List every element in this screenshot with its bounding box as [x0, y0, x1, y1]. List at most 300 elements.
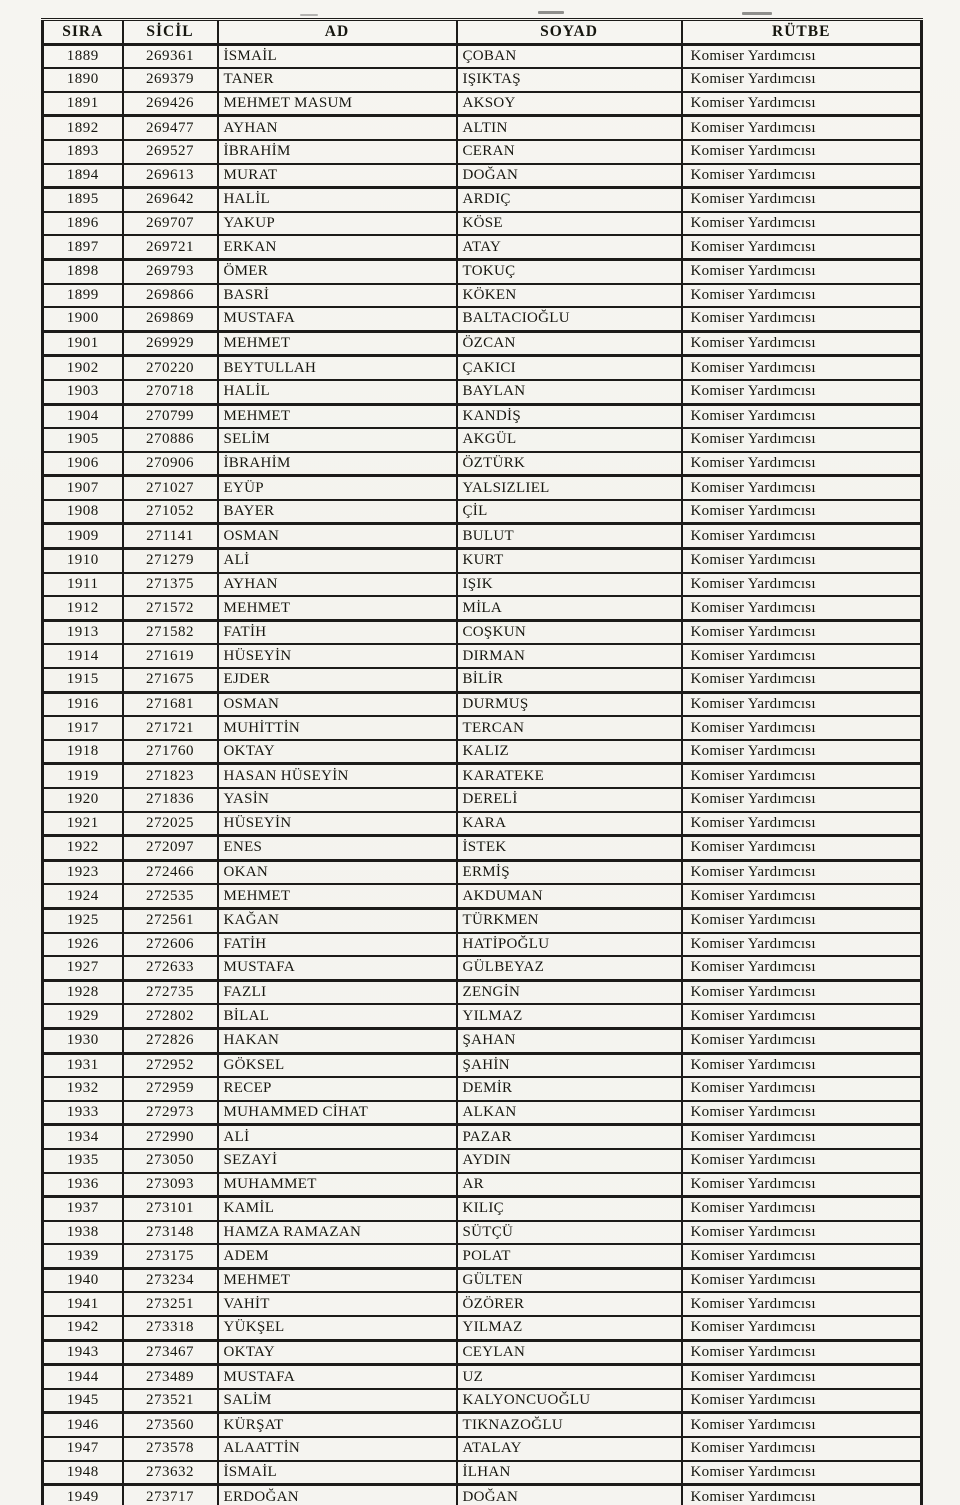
cell-rutbe: Komiser Yardımcısı [682, 1268, 922, 1292]
cell-soyad: AKSOY [457, 92, 682, 116]
cell-ad: İBRAHİM [218, 140, 457, 164]
cell-soyad: BAYLAN [457, 380, 682, 404]
table-row [43, 716, 922, 740]
cell-ad: BİLAL [218, 1004, 457, 1028]
table-row [43, 812, 922, 836]
table-row [43, 644, 922, 668]
cell-ad: EJDER [218, 668, 457, 692]
cell-sicil: 271027 [123, 476, 218, 500]
cell-sira: 1930 [43, 1028, 123, 1053]
cell-soyad: MİLA [457, 596, 682, 620]
cell-rutbe: Komiser Yardımcısı [682, 764, 922, 788]
cell-soyad: ÇİL [457, 500, 682, 524]
cell-sira: 1907 [43, 476, 123, 500]
cell-sira: 1905 [43, 428, 123, 452]
table-row [43, 1437, 922, 1461]
scan-artifact-mark [538, 11, 564, 14]
cell-soyad: KARATEKE [457, 764, 682, 788]
cell-rutbe: Komiser Yardımcısı [682, 956, 922, 980]
cell-ad: HALİL [218, 380, 457, 404]
cell-rutbe: Komiser Yardımcısı [682, 428, 922, 452]
cell-sira: 1937 [43, 1197, 123, 1221]
cell-ad: İBRAHİM [218, 452, 457, 476]
table-row [43, 620, 922, 644]
cell-sicil: 270220 [123, 356, 218, 380]
cell-ad: YAKUP [218, 212, 457, 236]
table-row [43, 1053, 922, 1077]
cell-soyad: ATAY [457, 235, 682, 259]
cell-sira: 1921 [43, 812, 123, 836]
cell-rutbe: Komiser Yardımcısı [682, 307, 922, 331]
table-row [43, 860, 922, 884]
cell-sicil: 269721 [123, 235, 218, 259]
cell-sicil: 271582 [123, 620, 218, 644]
table-row [43, 1125, 922, 1149]
cell-sicil: 269527 [123, 140, 218, 164]
table-row [43, 140, 922, 164]
cell-rutbe: Komiser Yardımcısı [682, 549, 922, 573]
table-row [43, 1389, 922, 1413]
cell-ad: ALİ [218, 549, 457, 573]
table-row [43, 1149, 922, 1173]
cell-soyad: İLHAN [457, 1461, 682, 1485]
table-row [43, 1413, 922, 1437]
cell-sira: 1897 [43, 235, 123, 259]
cell-sicil: 269642 [123, 188, 218, 212]
cell-ad: MUSTAFA [218, 956, 457, 980]
cell-ad: AYHAN [218, 116, 457, 140]
cell-ad: OSMAN [218, 692, 457, 716]
cell-ad: ALAATTİN [218, 1437, 457, 1461]
cell-sira: 1927 [43, 956, 123, 980]
cell-ad: BASRİ [218, 284, 457, 308]
cell-ad: MUHAMMET [218, 1173, 457, 1197]
cell-rutbe: Komiser Yardımcısı [682, 884, 922, 908]
cell-rutbe: Komiser Yardımcısı [682, 356, 922, 380]
cell-soyad: KALIZ [457, 740, 682, 764]
table-row [43, 573, 922, 597]
table-row [43, 1461, 922, 1485]
cell-sicil: 272952 [123, 1053, 218, 1077]
table-row [43, 92, 922, 116]
table-row [43, 1316, 922, 1340]
cell-sira: 1923 [43, 860, 123, 884]
cell-sira: 1928 [43, 980, 123, 1004]
cell-ad: FATİH [218, 933, 457, 957]
table-row [43, 452, 922, 476]
cell-soyad: KARA [457, 812, 682, 836]
cell-sira: 1919 [43, 764, 123, 788]
cell-sicil: 273560 [123, 1413, 218, 1437]
table-row [43, 307, 922, 331]
cell-sicil: 269793 [123, 259, 218, 283]
cell-sira: 1900 [43, 307, 123, 331]
cell-rutbe: Komiser Yardımcısı [682, 284, 922, 308]
cell-rutbe: Komiser Yardımcısı [682, 788, 922, 812]
cell-sicil: 271681 [123, 692, 218, 716]
cell-ad: ÖMER [218, 259, 457, 283]
cell-rutbe: Komiser Yardımcısı [682, 1149, 922, 1173]
table-row [43, 1004, 922, 1028]
cell-sira: 1910 [43, 549, 123, 573]
cell-sira: 1924 [43, 884, 123, 908]
table-row [43, 259, 922, 283]
table-row [43, 764, 922, 788]
cell-soyad: ÖZCAN [457, 331, 682, 356]
cell-soyad: CERAN [457, 140, 682, 164]
cell-sicil: 273467 [123, 1340, 218, 1365]
cell-sicil: 272990 [123, 1125, 218, 1149]
cell-ad: VAHİT [218, 1292, 457, 1316]
cell-sicil: 271836 [123, 788, 218, 812]
cell-ad: HASAN HÜSEYİN [218, 764, 457, 788]
cell-sicil: 271572 [123, 596, 218, 620]
cell-sira: 1917 [43, 716, 123, 740]
cell-soyad: DOĞAN [457, 1485, 682, 1505]
cell-rutbe: Komiser Yardımcısı [682, 644, 922, 668]
table-row [43, 44, 922, 68]
table-row [43, 188, 922, 212]
cell-sira: 1936 [43, 1173, 123, 1197]
cell-sicil: 272826 [123, 1028, 218, 1053]
cell-rutbe: Komiser Yardımcısı [682, 716, 922, 740]
cell-rutbe: Komiser Yardımcısı [682, 404, 922, 428]
table-row [43, 549, 922, 573]
cell-rutbe: Komiser Yardımcısı [682, 1077, 922, 1101]
table-row [43, 116, 922, 140]
cell-sicil: 270906 [123, 452, 218, 476]
cell-soyad: AYDIN [457, 1149, 682, 1173]
cell-sicil: 272959 [123, 1077, 218, 1101]
cell-ad: MUHİTTİN [218, 716, 457, 740]
cell-rutbe: Komiser Yardımcısı [682, 235, 922, 259]
cell-soyad: PAZAR [457, 1125, 682, 1149]
cell-sicil: 271721 [123, 716, 218, 740]
cell-sira: 1916 [43, 692, 123, 716]
cell-sicil: 271279 [123, 549, 218, 573]
table-row [43, 1268, 922, 1292]
table-row [43, 235, 922, 259]
cell-sicil: 273234 [123, 1268, 218, 1292]
cell-sicil: 273148 [123, 1221, 218, 1245]
cell-sira: 1894 [43, 164, 123, 188]
cell-sicil: 272802 [123, 1004, 218, 1028]
cell-sira: 1926 [43, 933, 123, 957]
cell-soyad: ÖZÖRER [457, 1292, 682, 1316]
cell-sicil: 273251 [123, 1292, 218, 1316]
cell-sicil: 269477 [123, 116, 218, 140]
cell-rutbe: Komiser Yardımcısı [682, 908, 922, 932]
cell-sicil: 272561 [123, 908, 218, 932]
cell-soyad: ŞAHAN [457, 1028, 682, 1053]
cell-sicil: 273632 [123, 1461, 218, 1485]
cell-sira: 1935 [43, 1149, 123, 1173]
cell-rutbe: Komiser Yardımcısı [682, 1340, 922, 1365]
cell-sira: 1947 [43, 1437, 123, 1461]
cell-rutbe: Komiser Yardımcısı [682, 164, 922, 188]
cell-sicil: 272535 [123, 884, 218, 908]
cell-soyad: DIRMAN [457, 644, 682, 668]
cell-sira: 1941 [43, 1292, 123, 1316]
cell-ad: AYHAN [218, 573, 457, 597]
cell-rutbe: Komiser Yardımcısı [682, 212, 922, 236]
cell-ad: HALİL [218, 188, 457, 212]
cell-rutbe: Komiser Yardımcısı [682, 1244, 922, 1268]
cell-ad: MEHMET [218, 884, 457, 908]
cell-ad: ALİ [218, 1125, 457, 1149]
cell-ad: MURAT [218, 164, 457, 188]
cell-ad: ERKAN [218, 235, 457, 259]
cell-sira: 1922 [43, 836, 123, 861]
cell-sicil: 271619 [123, 644, 218, 668]
cell-soyad: HATİPOĞLU [457, 933, 682, 957]
cell-soyad: ÇOBAN [457, 44, 682, 68]
cell-sira: 1904 [43, 404, 123, 428]
table-row [43, 1340, 922, 1365]
cell-sicil: 273521 [123, 1389, 218, 1413]
cell-ad: HAKAN [218, 1028, 457, 1053]
cell-ad: MEHMET [218, 1268, 457, 1292]
cell-ad: MUSTAFA [218, 1365, 457, 1389]
cell-rutbe: Komiser Yardımcısı [682, 980, 922, 1004]
cell-rutbe: Komiser Yardımcısı [682, 476, 922, 500]
table-row [43, 1028, 922, 1053]
cell-sicil: 272606 [123, 933, 218, 957]
cell-soyad: DURMUŞ [457, 692, 682, 716]
cell-rutbe: Komiser Yardımcısı [682, 524, 922, 549]
table-row [43, 1244, 922, 1268]
cell-sicil: 272466 [123, 860, 218, 884]
cell-soyad: COŞKUN [457, 620, 682, 644]
cell-sira: 1912 [43, 596, 123, 620]
cell-ad: BEYTULLAH [218, 356, 457, 380]
column-header-soyad: SOYAD [457, 20, 682, 45]
cell-ad: KAMİL [218, 1197, 457, 1221]
cell-rutbe: Komiser Yardımcısı [682, 44, 922, 68]
table-row [43, 1365, 922, 1389]
cell-soyad: ÇAKICI [457, 356, 682, 380]
cell-sira: 1893 [43, 140, 123, 164]
cell-sira: 1909 [43, 524, 123, 549]
cell-soyad: TÜRKMEN [457, 908, 682, 932]
scan-artifact-mark [300, 14, 318, 16]
cell-sira: 1949 [43, 1485, 123, 1505]
cell-soyad: DERELİ [457, 788, 682, 812]
cell-soyad: GÜLTEN [457, 1268, 682, 1292]
table-row [43, 1101, 922, 1125]
cell-sira: 1943 [43, 1340, 123, 1365]
cell-sicil: 272025 [123, 812, 218, 836]
cell-rutbe: Komiser Yardımcısı [682, 1437, 922, 1461]
cell-ad: OKTAY [218, 1340, 457, 1365]
table-row [43, 788, 922, 812]
table-row [43, 524, 922, 549]
cell-rutbe: Komiser Yardımcısı [682, 573, 922, 597]
cell-rutbe: Komiser Yardımcısı [682, 1125, 922, 1149]
cell-sira: 1902 [43, 356, 123, 380]
cell-ad: BAYER [218, 500, 457, 524]
cell-ad: HÜSEYİN [218, 812, 457, 836]
table-row [43, 428, 922, 452]
table-header-row [43, 20, 922, 45]
cell-sicil: 271141 [123, 524, 218, 549]
cell-ad: GÖKSEL [218, 1053, 457, 1077]
cell-ad: HÜSEYİN [218, 644, 457, 668]
cell-sira: 1889 [43, 44, 123, 68]
table-row [43, 284, 922, 308]
cell-sira: 1932 [43, 1077, 123, 1101]
cell-ad: YÜKŞEL [218, 1316, 457, 1340]
cell-soyad: KILIÇ [457, 1197, 682, 1221]
cell-soyad: YILMAZ [457, 1316, 682, 1340]
cell-rutbe: Komiser Yardımcısı [682, 1221, 922, 1245]
cell-sicil: 273093 [123, 1173, 218, 1197]
cell-rutbe: Komiser Yardımcısı [682, 1461, 922, 1485]
table-row [43, 1173, 922, 1197]
cell-sicil: 272097 [123, 836, 218, 861]
table-row [43, 692, 922, 716]
cell-soyad: İSTEK [457, 836, 682, 861]
cell-sira: 1929 [43, 1004, 123, 1028]
cell-sicil: 269361 [123, 44, 218, 68]
cell-sira: 1920 [43, 788, 123, 812]
table-row [43, 596, 922, 620]
cell-sira: 1946 [43, 1413, 123, 1437]
cell-soyad: DEMİR [457, 1077, 682, 1101]
cell-rutbe: Komiser Yardımcısı [682, 860, 922, 884]
cell-rutbe: Komiser Yardımcısı [682, 668, 922, 692]
cell-sira: 1892 [43, 116, 123, 140]
cell-sira: 1940 [43, 1268, 123, 1292]
cell-sira: 1896 [43, 212, 123, 236]
table-row [43, 1485, 922, 1505]
cell-ad: İSMAİL [218, 44, 457, 68]
cell-soyad: IŞIKTAŞ [457, 68, 682, 92]
column-header-ad: AD [218, 20, 457, 45]
column-header-rutbe: RÜTBE [682, 20, 922, 45]
cell-sira: 1931 [43, 1053, 123, 1077]
column-header-sicil: SİCİL [123, 20, 218, 45]
table-row [43, 331, 922, 356]
cell-soyad: BALTACIOĞLU [457, 307, 682, 331]
cell-ad: KAĞAN [218, 908, 457, 932]
cell-ad: ENES [218, 836, 457, 861]
cell-rutbe: Komiser Yardımcısı [682, 380, 922, 404]
cell-sicil: 272633 [123, 956, 218, 980]
cell-sira: 1906 [43, 452, 123, 476]
table-row [43, 884, 922, 908]
cell-soyad: SÜTÇÜ [457, 1221, 682, 1245]
cell-soyad: IŞIK [457, 573, 682, 597]
cell-rutbe: Komiser Yardımcısı [682, 140, 922, 164]
cell-rutbe: Komiser Yardımcısı [682, 1485, 922, 1505]
table-row [43, 476, 922, 500]
cell-rutbe: Komiser Yardımcısı [682, 1389, 922, 1413]
cell-soyad: CEYLAN [457, 1340, 682, 1365]
table-row [43, 404, 922, 428]
cell-ad: ADEM [218, 1244, 457, 1268]
cell-rutbe: Komiser Yardımcısı [682, 1316, 922, 1340]
cell-sira: 1934 [43, 1125, 123, 1149]
column-header-sira: SIRA [43, 20, 123, 45]
cell-sira: 1915 [43, 668, 123, 692]
cell-rutbe: Komiser Yardımcısı [682, 692, 922, 716]
cell-sicil: 273318 [123, 1316, 218, 1340]
cell-ad: MEHMET MASUM [218, 92, 457, 116]
table-row [43, 908, 922, 932]
cell-sira: 1925 [43, 908, 123, 932]
cell-ad: FATİH [218, 620, 457, 644]
cell-ad: RECEP [218, 1077, 457, 1101]
cell-soyad: TERCAN [457, 716, 682, 740]
table-body [43, 44, 922, 1505]
cell-soyad: AKDUMAN [457, 884, 682, 908]
cell-ad: EYÜP [218, 476, 457, 500]
cell-rutbe: Komiser Yardımcısı [682, 1053, 922, 1077]
cell-sicil: 273050 [123, 1149, 218, 1173]
cell-sicil: 269929 [123, 331, 218, 356]
cell-sicil: 273717 [123, 1485, 218, 1505]
cell-sicil: 273489 [123, 1365, 218, 1389]
table-row [43, 668, 922, 692]
cell-soyad: GÜLBEYAZ [457, 956, 682, 980]
cell-soyad: KÖSE [457, 212, 682, 236]
cell-ad: MEHMET [218, 331, 457, 356]
table-row [43, 740, 922, 764]
cell-soyad: BİLİR [457, 668, 682, 692]
table-row [43, 1077, 922, 1101]
cell-soyad: ZENGİN [457, 980, 682, 1004]
cell-rutbe: Komiser Yardımcısı [682, 331, 922, 356]
cell-sira: 1938 [43, 1221, 123, 1245]
cell-soyad: ALTIN [457, 116, 682, 140]
cell-rutbe: Komiser Yardımcısı [682, 1292, 922, 1316]
cell-ad: SALİM [218, 1389, 457, 1413]
cell-sicil: 272973 [123, 1101, 218, 1125]
cell-ad: MEHMET [218, 404, 457, 428]
cell-sira: 1933 [43, 1101, 123, 1125]
cell-soyad: KÖKEN [457, 284, 682, 308]
cell-rutbe: Komiser Yardımcısı [682, 1101, 922, 1125]
cell-sicil: 273101 [123, 1197, 218, 1221]
cell-soyad: KALYONCUOĞLU [457, 1389, 682, 1413]
cell-rutbe: Komiser Yardımcısı [682, 812, 922, 836]
cell-sira: 1918 [43, 740, 123, 764]
table-row [43, 1197, 922, 1221]
cell-ad: OKAN [218, 860, 457, 884]
cell-soyad: ERMİŞ [457, 860, 682, 884]
table-row [43, 356, 922, 380]
cell-sira: 1945 [43, 1389, 123, 1413]
cell-ad: KÜRŞAT [218, 1413, 457, 1437]
cell-sira: 1948 [43, 1461, 123, 1485]
cell-soyad: TIKNAZOĞLU [457, 1413, 682, 1437]
cell-ad: OSMAN [218, 524, 457, 549]
cell-sicil: 269869 [123, 307, 218, 331]
cell-rutbe: Komiser Yardımcısı [682, 68, 922, 92]
cell-sicil: 271823 [123, 764, 218, 788]
cell-sira: 1903 [43, 380, 123, 404]
personnel-table [41, 18, 923, 1505]
cell-rutbe: Komiser Yardımcısı [682, 1004, 922, 1028]
cell-rutbe: Komiser Yardımcısı [682, 92, 922, 116]
cell-soyad: ALKAN [457, 1101, 682, 1125]
table-row [43, 980, 922, 1004]
cell-sira: 1901 [43, 331, 123, 356]
table-row [43, 836, 922, 861]
cell-ad: HAMZA RAMAZAN [218, 1221, 457, 1245]
cell-ad: ERDOĞAN [218, 1485, 457, 1505]
